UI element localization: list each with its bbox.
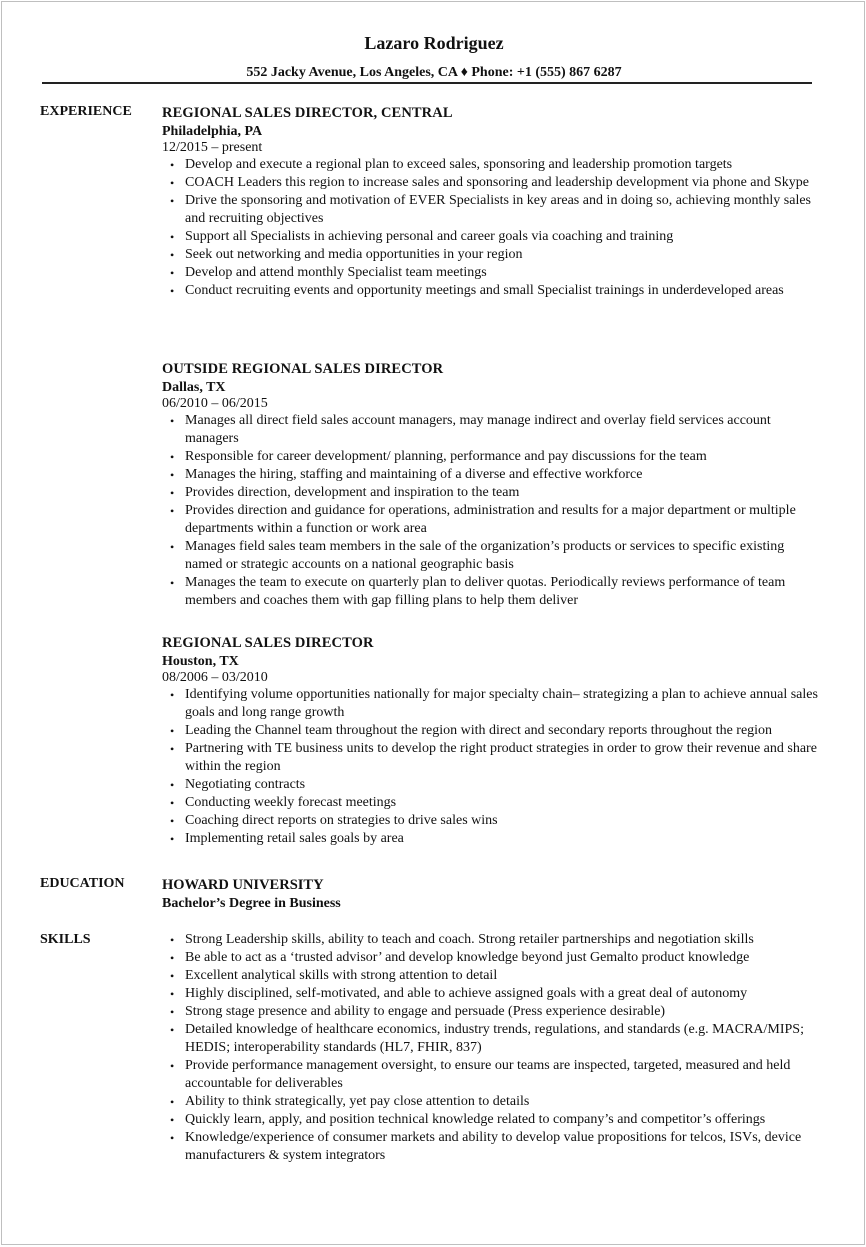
job-bullets <box>162 412 822 610</box>
job-location: Dallas, TX <box>162 380 226 395</box>
job-entry <box>162 634 822 848</box>
bullet-item: • Develop and attend monthly Specialist team meetings <box>162 264 822 282</box>
bullet-item: • Conduct recruiting events and opportunity meetings and small Specialist trainings in underdeveloped areas <box>162 282 822 300</box>
skill-item: • Provide performance management oversight, to ensure our teams are inspected, targeted, measured and held accountable for deliverables <box>162 1057 822 1093</box>
skill-item: • Highly disciplined, self-motivated, and able to achieve assigned goals with a great deal of autonomy <box>162 985 822 1003</box>
bullet-item: • Conducting weekly forecast meetings <box>162 794 822 812</box>
bullet-item: • Responsible for career development/ planning, performance and pay discussions for the team <box>162 448 822 466</box>
bullet-item: • Manages the hiring, staffing and maintaining of a diverse and effective workforce <box>162 466 822 484</box>
candidate-name: Lazaro Rodriguez <box>364 33 504 53</box>
job-title: REGIONAL SALES DIRECTOR <box>162 635 374 651</box>
skill-item: • Ability to think strategically, yet pay close attention to details <box>162 1093 822 1111</box>
job-dates: 08/2006 – 03/2010 <box>162 670 268 685</box>
skills-list-container <box>162 931 822 1165</box>
skill-item: • Strong Leadership skills, ability to teach and coach. Strong retailer partnerships and negotiation skills <box>162 931 822 949</box>
bullet-item: • Provides direction, development and inspiration to the team <box>162 484 822 502</box>
bullet-item: • Manages all direct field sales account managers, may manage indirect and overlay field services account managers <box>162 412 822 448</box>
section-title-skills: SKILLS <box>40 932 91 947</box>
bullet-item: • Provides direction and guidance for operations, administration and results for a major department or multiple departments within a function or work area <box>162 502 822 538</box>
job-location: Philadelphia, PA <box>162 124 263 139</box>
education-entry <box>162 876 822 912</box>
job-bullets <box>162 156 822 300</box>
skill-item: • Strong stage presence and ability to engage and persuade (Press experience desirable) <box>162 1003 822 1021</box>
bullet-item: • Implementing retail sales goals by area <box>162 830 822 848</box>
bullet-item: • Identifying volume opportunities nationally for major specialty chain– strategizing a plan to achieve annual sales goals and long range growth <box>162 686 822 722</box>
section-title-education: EDUCATION <box>40 876 125 891</box>
job-bullets <box>162 686 822 848</box>
header-divider <box>42 82 812 84</box>
job-dates: 12/2015 – present <box>162 140 263 155</box>
bullet-item: • Manages field sales team members in the sale of the organization’s products or services to specific existing named or strategic accounts on a national geographic basis <box>162 538 822 574</box>
skills-list <box>162 931 822 1165</box>
bullet-item: • COACH Leaders this region to increase sales and sponsoring and leadership development via phone and Skype <box>162 174 822 192</box>
school-name: HOWARD UNIVERSITY <box>162 877 324 893</box>
job-title: REGIONAL SALES DIRECTOR, CENTRAL <box>162 105 453 121</box>
skill-item: • Quickly learn, apply, and position technical knowledge related to company’s and competitor’s offerings <box>162 1111 822 1129</box>
job-entry <box>162 104 822 300</box>
bullet-item: • Support all Specialists in achieving personal and career goals via coaching and training <box>162 228 822 246</box>
job-entry <box>162 360 822 610</box>
bullet-item: • Coaching direct reports on strategies to drive sales wins <box>162 812 822 830</box>
skill-item: • Knowledge/experience of consumer markets and ability to develop value propositions for telcos, ISVs, device manufacturers & system integrators <box>162 1129 822 1165</box>
bullet-item: • Drive the sponsoring and motivation of EVER Specialists in key areas and in doing so, achieving monthly sales and recruiting objectives <box>162 192 822 228</box>
bullet-item: • Negotiating contracts <box>162 776 822 794</box>
resume-page <box>1 1 865 1245</box>
skill-item: • Detailed knowledge of healthcare economics, industry trends, regulations, and standards (e.g. MACRA/MIPS; HEDIS; interoperability standards (HL7, FHIR, 837) <box>162 1021 822 1057</box>
skill-item: • Be able to act as a ‘trusted advisor’ and develop knowledge beyond just Gemalto product knowledge <box>162 949 822 967</box>
job-location: Houston, TX <box>162 654 239 669</box>
bullet-item: • Develop and execute a regional plan to exceed sales, sponsoring and leadership promotion targets <box>162 156 822 174</box>
job-dates: 06/2010 – 06/2015 <box>162 396 268 411</box>
contact-info: 552 Jacky Avenue, Los Angeles, CA ♦ Phone: +1 (555) 867 6287 <box>246 65 622 80</box>
bullet-item: • Partnering with TE business units to develop the right product strategies in order to grow their revenue and share within the region <box>162 740 822 776</box>
bullet-item: • Seek out networking and media opportunities in your region <box>162 246 822 264</box>
section-title-experience: EXPERIENCE <box>40 104 132 119</box>
degree: Bachelor’s Degree in Business <box>162 896 341 911</box>
bullet-item: • Leading the Channel team throughout the region with direct and secondary reports throughout the region <box>162 722 822 740</box>
job-title: OUTSIDE REGIONAL SALES DIRECTOR <box>162 361 444 377</box>
skill-item: • Excellent analytical skills with strong attention to detail <box>162 967 822 985</box>
bullet-item: • Manages the team to execute on quarterly plan to deliver quotas. Periodically reviews performance of team members and coaches them with gap filling plans to help them deliver <box>162 574 822 610</box>
